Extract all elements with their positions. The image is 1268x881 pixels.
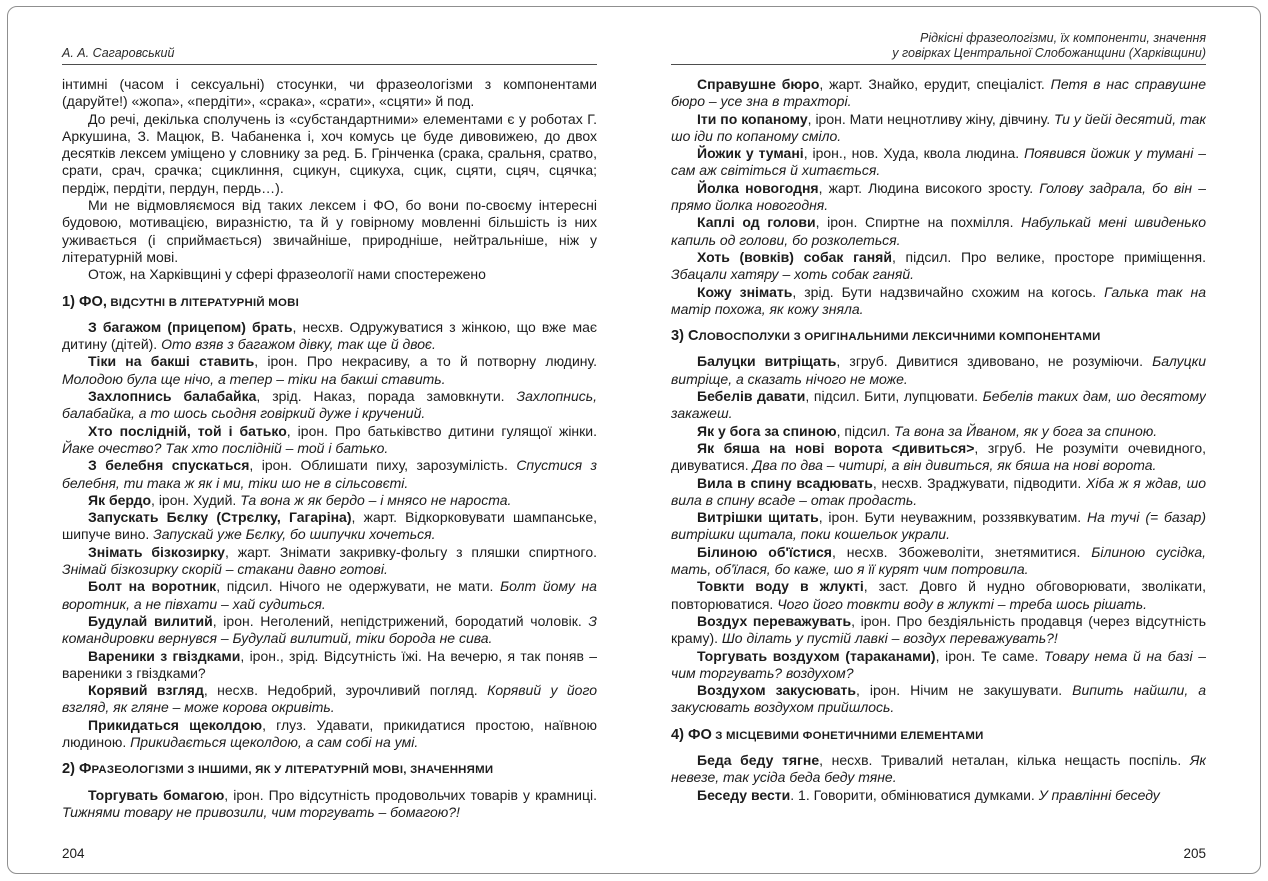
running-header-left (62, 27, 597, 61)
entry-paragraph: Корявий взгляд, несхв. Недобрий, зурочливий погляд. Корявий у його взгляд, як гляне – може корова окривіть. (62, 682, 597, 716)
entry-paragraph: Кожу знімать, зрід. Бути надзвичайно схожим на когось. Галька так на матір похожа, як кожу зняла. (671, 283, 1206, 317)
entry-paragraph: Запускать Бєлку (Стрєлку, Гагаріна), жарт. Відкорковувати шампанське, шипуче вино. Запускай уже Бєлку, бо шипучки хочеться. (62, 509, 597, 543)
entry-paragraph: Знімать бізкозирку, жарт. Знімати закривку-фольгу з пляшки спиртного. Знімай бізкозирку скорій – стакани давно готові. (62, 543, 597, 578)
entry-paragraph: Іти по копаному, ірон. Мати нецнотливу жіну, дівчину. Ти у йейі десятий, так шо іди по копаному сміло. (671, 110, 1206, 144)
page-number-right: 205 (1183, 846, 1206, 861)
text-paragraph: До речі, декілька сполучень із «субстандартними» елементами є у роботах Г. Аркушина, З. Мацюк, В. Чабаненка і, хоч комусь це буде дивовижею, до двох десятків лексем уміщено у словнику за ред. Б. Грінченка (срака, сральня, сратво, срати, срач, срачка; сциклиння, сцикун, сцикуха, сцик, сцяти, сцяч, сцячка; пердіж, пердіти, пердун, пердь…). (62, 110, 597, 196)
entry-paragraph: Беседу вести. 1. Говорити, обмінюватися думками. У правлінні беседу (697, 786, 1160, 803)
entry-paragraph: Болт на воротник, підсил. Нічого не одержувати, не мати. Болт йому на воротник, а не півхати – хай судиться. (62, 578, 597, 612)
entry-paragraph: Товкти воду в жлукті, заст. Довго й нудно обговорювати, зволікати, повторюватися. Чого його товкти воду в жлукті – треба шось рішать. (671, 578, 1206, 612)
section-heading: 1) ФО, ВІДСУТНІ В ЛІТЕРАТУРНІЙ МОВІ (62, 293, 299, 310)
entry-paragraph: Прикидаться щеколдою, глуз. Удавати, прикидатися простою, наївною людиною. Прикидається щеколдою, а сам собі на умі. (62, 716, 597, 750)
header-rule-left (62, 64, 597, 65)
entry-paragraph: Вила в спину всадювать, несхв. Зраджувати, підводити. Хіба ж я ждав, шо вила в спину всаде – отак продасть. (671, 474, 1206, 508)
text-paragraph: Отож, на Харківщині у сфері фразеології нами спостережено (88, 266, 486, 283)
entry-paragraph: Будулай вилитий, ірон. Неголений, непідстрижений, бородатий чоловік. З командировки вернувся – Будулай вилитий, тіки борода не сива. (62, 612, 597, 647)
entry-paragraph: Торгувать бомагою, ірон. Про відсутність продовольчих товарів у крамниці. Тижнями товару не привозили, чим торгувать – бомагою?! (62, 786, 597, 820)
text-paragraph: інтимні (часом і сексуальні) стосунки, чи фразеологізми з компонентами (даруйте!) «жопа», «пердіти», «срака», «срати», «сцяти» й под. (62, 76, 597, 110)
running-title-line-2: у говірках Центральної Слобожанщини (Харківщини) (892, 46, 1206, 60)
entry-paragraph: Захлопнись балабайка, зрід. Наказ, порада замовкнути. Захлопнись, балабайка, а то шось сьодня говіркий дуже і кручений. (62, 388, 597, 422)
section-heading: 3) СЛОВОСПОЛУКИ З ОРИГІНАЛЬНИМИ ЛЕКСИЧНИМИ КОМПОНЕНТАМИ (671, 328, 1101, 345)
running-header-right (671, 27, 1206, 61)
entry-paragraph: Як бяша на нові ворота <дивиться>, згруб. Не розуміти очевидного, дивуватися. Два по два – читирі, а він дивиться, як бяша на нові ворота. (671, 439, 1206, 474)
entry-paragraph: Йожик у тумані, ірон., нов. Худа, квола людина. Появився йожик у тумані – сам аж світіться й хитається. (671, 145, 1206, 179)
entry-paragraph: Каплі од голови, ірон. Спиртне на похмілля. Набулькай мені швиденько капиль од голови, бо розколеться. (671, 214, 1206, 248)
page-number-left: 204 (62, 846, 85, 861)
section-heading: 2) ФРАЗЕОЛОГІЗМИ З ІНШИМИ, ЯК У ЛІТЕРАТУРНІЙ МОВІ, ЗНАЧЕННЯМИ (62, 761, 494, 778)
entry-paragraph: Воздухом закусювать, ірон. Нічим не закушувати. Випить найшли, а закусювать воздухом прийшлось. (671, 682, 1206, 716)
page-right (671, 27, 1206, 861)
page-body-left (62, 76, 597, 841)
entry-paragraph: Балуцки витріщать, згруб. Дивитися здивовано, не розуміючи. Балуцки витріще, а сказать нічого не може. (671, 353, 1206, 387)
text-paragraph: Ми не відмовляємося від таких лексем і ФО, бо вони по-своєму інтересні будовою, мотивацією, виразністю, та й у говірному мовленні більшість із них уживається (і сприймається) звичайніше, природніше, нейтральніше, ніж у літературній мові. (62, 197, 597, 265)
entry-paragraph: Торгувать воздухом (тараканами), ірон. Те саме. Товару нема й на базі – чим торгувать? воздухом? (671, 647, 1206, 681)
header-rule-right (671, 64, 1206, 65)
entry-paragraph: Хто послідній, той і батько, ірон. Про батьківство дитини гулящої жінки. Йаке очество? Так хто послідній – той і батько. (62, 422, 597, 456)
entry-paragraph: Беда беду тягне, несхв. Тривалий неталан, кілька нещасть поспіль. Як невезе, так усіда беда беду тяне. (671, 751, 1206, 786)
entry-paragraph: Бебелів давати, підсил. Бити, лупцювати. Бебелів таких дам, шо десятому закажеш. (671, 388, 1206, 422)
entry-paragraph: Воздух переважувать, ірон. Про бездіяльність продавця (через відсутність краму). Шо ділать у пустій лавкі – воздух переважувать?! (671, 612, 1206, 647)
book-page-spread (7, 6, 1261, 874)
entry-paragraph: Йолка новогодня, жарт. Людина високого зросту. Голову задрала, бо він – прямо йолка новогодня. (671, 179, 1206, 214)
page-body-right (671, 76, 1206, 841)
entry-paragraph: Як бердо, ірон. Худий. Та вона ж як бердо – і мнясо не нароста. (88, 491, 512, 508)
entry-paragraph: Білиною об'їстися, несхв. Збожеволіти, знетямитися. Білиною сусідка, мать, об'їлася, бо каже, шо я її курят чим потровила. (671, 543, 1206, 578)
entry-paragraph: Витрішки щитать, ірон. Бути неуважним, роззявкуватим. На тучі (= базар) витрішки щитала, поки кошельок украли. (671, 509, 1206, 543)
section-heading: 4) ФО З МІСЦЕВИМИ ФОНЕТИЧНИМИ ЕЛЕМЕНТАМИ (671, 726, 984, 743)
entry-paragraph: З багажом (прицепом) брать, несхв. Одружуватися з жінкою, що вже має дитину (дітей). Ото взяв з багажом дівку, так ще й двоє. (62, 318, 597, 353)
author-name: А. А. Сагаровський (62, 46, 175, 60)
page-left (62, 27, 597, 861)
entry-paragraph: Як у бога за спиною, підсил. Та вона за Йваном, як у бога за спиною. (697, 422, 1158, 439)
entry-paragraph: Вареники з гвіздками, ірон., зрід. Відсутність їжі. На вечерю, я так поняв – вареники з гвіздками? (62, 647, 597, 681)
entry-paragraph: Тіки на бакші ставить, ірон. Про некрасиву, а то й потворну людину. Молодою була ще нічо, а тепер – тіки на бакші ставить. (62, 353, 597, 387)
running-title-line-1: Рідкісні фразеологізми, їх компоненти, значення (920, 31, 1206, 45)
entry-paragraph: З белебня спускаться, ірон. Облишати пиху, зарозумілість. Спустися з белебня, ти така ж як і ми, тіки шо не в сільсовєті. (62, 457, 597, 491)
entry-paragraph: Справушне бюро, жарт. Знайко, ерудит, спеціаліст. Петя в нас справушне бюро – усе зна в трахторі. (671, 76, 1206, 110)
entry-paragraph: Хоть (вовків) собак ганяй, підсил. Про велике, просторе приміщення. Збацали хатяру – хоть собак ганяй. (671, 248, 1206, 283)
